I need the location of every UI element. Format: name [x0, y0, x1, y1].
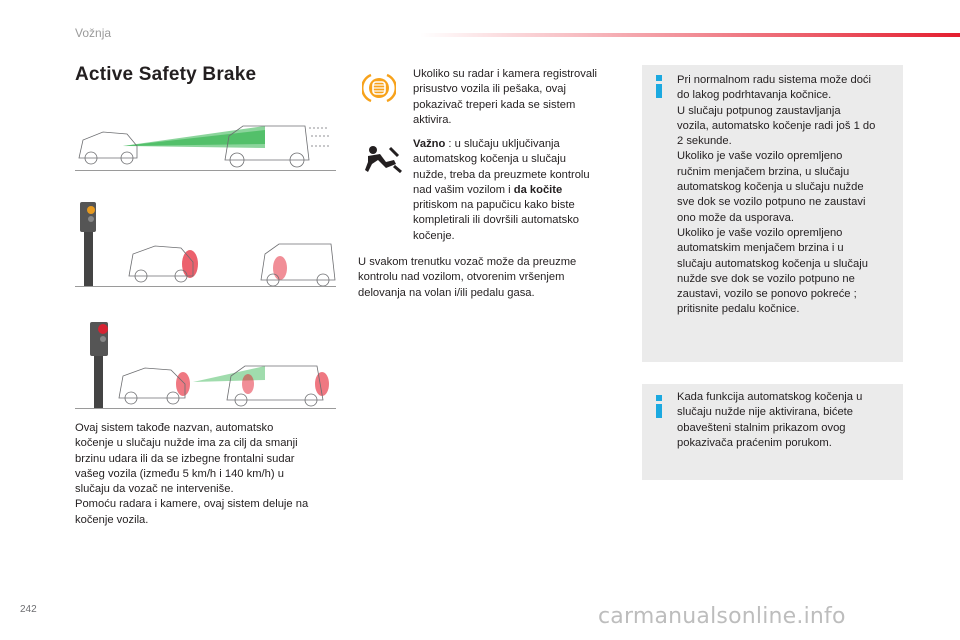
important-brake-line [413, 183, 623, 198]
intro-line: Pomoću radara i kamere, ovaj sistem deluje na [75, 498, 309, 511]
important-paragraph [413, 137, 623, 244]
warning-line: pokazivač treperi kada se sistem [413, 98, 576, 111]
intro-line: brzinu udara ili da se izbegne frontalni sudar [75, 452, 295, 465]
important-emphasis: da kočite [513, 183, 563, 196]
radar-detection-illustration [75, 118, 336, 170]
important-line: kočenje. [413, 229, 455, 242]
intro-line: kočenje u slučaju nužde ima za cilj da smanji [75, 437, 298, 450]
intro-line: kočenje vozila. [75, 513, 149, 526]
info-line: sve dok se vozilo potpuno ne zaustavi [677, 196, 866, 209]
important-first-line [413, 137, 623, 152]
figure-braking-phase [75, 318, 336, 409]
warning-line: Ukoliko su radar i kamera registrovali [413, 68, 598, 80]
header-divider [420, 33, 960, 37]
info-line: ručnim menjačem brzina, u slučaju [677, 165, 850, 178]
brake-warning-icon [362, 71, 396, 105]
figure-radar-detection [75, 118, 336, 171]
intro-line: slučaju da vozač ne interveniše. [75, 483, 234, 496]
warning-paragraph [413, 67, 623, 128]
info-line: slučaju automatskog kočenja u slučaju [677, 257, 868, 270]
important-label: Važno [413, 138, 446, 150]
page-title: Active Safety Brake [75, 64, 257, 85]
info-line: do lakog podrhtavanja kočnice. [677, 89, 832, 102]
info-line: Ukoliko je vaše vozilo opremljeno [677, 150, 843, 163]
info-line: 2 sekunde. [677, 135, 732, 148]
info-text [677, 390, 899, 451]
info-line: ono može da usporava. [677, 211, 794, 224]
important-line: pritiskom na papučicu kako biste [413, 199, 575, 212]
important-line: kompletirali ili dovršili automatsko [413, 214, 580, 227]
watermark: carmanualsonline.info [598, 604, 846, 629]
info-line: zaustavi, vozilo se ponovo pokreće ; [677, 288, 857, 301]
important-text: : u slučaju uključivanja [445, 138, 560, 150]
takeover-paragraph [358, 255, 628, 301]
important-line: nužde, treba da preuzmete kontrolu [413, 168, 590, 181]
figure-warning-phase [75, 196, 336, 287]
info-line: pritisnite pedalu kočnice. [677, 303, 800, 316]
info-line: automatskim menjačem brzina i u [677, 242, 844, 255]
braking-phase-illustration [75, 318, 336, 408]
warning-line: aktivira. [413, 113, 452, 126]
warning-phase-illustration [75, 196, 336, 286]
takeover-line: U svakom trenutku vozač može da preuzme [358, 256, 577, 268]
intro-line: vašeg vozila (između 5 km/h i 140 km/h) u [75, 467, 284, 480]
info-box-brake-behaviour [642, 65, 903, 362]
info-line: pokazivača praćenim porukom. [677, 436, 832, 449]
intro-line: Ovaj sistem takođe nazvan, automatsko [75, 422, 274, 434]
info-box-deactivated [642, 384, 903, 480]
takeover-line: delovanja na volan i/ili pedalu gasa. [358, 286, 535, 299]
important-text: nad vašim vozilom i [413, 183, 514, 196]
warning-line: prisustvo vozila ili pešaka, ovaj [413, 83, 566, 96]
page-number: 242 [20, 604, 37, 615]
info-line: Ukoliko je vaše vozilo opremljeno [677, 226, 843, 239]
driver-action-icon [364, 144, 402, 174]
info-text [677, 73, 899, 318]
info-icon [655, 395, 663, 418]
info-line: vozila, automatsko kočenje radi još 1 do [677, 119, 876, 132]
info-line: obavešteni stalnim prikazom ovog [677, 421, 846, 434]
info-line: nužde sve dok se vozilo potpuno ne [677, 272, 855, 285]
info-line: Kada funkcija automatskog kočenja u [677, 391, 863, 403]
info-line: Pri normalnom radu sistema može doći [677, 74, 871, 86]
info-line: U slučaju potpunog zaustavljanja [677, 104, 841, 117]
info-line: automatskog kočenja u slučaju nužde [677, 181, 864, 194]
info-line: slučaju nužde nije aktivirana, bićete [677, 406, 853, 419]
intro-paragraph [75, 421, 340, 528]
info-icon [655, 75, 663, 98]
important-line: automatskog kočenja u slučaju [413, 153, 566, 166]
takeover-line: kontrolu nad vozilom, otvorenim vršenjem [358, 271, 565, 284]
section-header: Vožnja [75, 26, 112, 40]
